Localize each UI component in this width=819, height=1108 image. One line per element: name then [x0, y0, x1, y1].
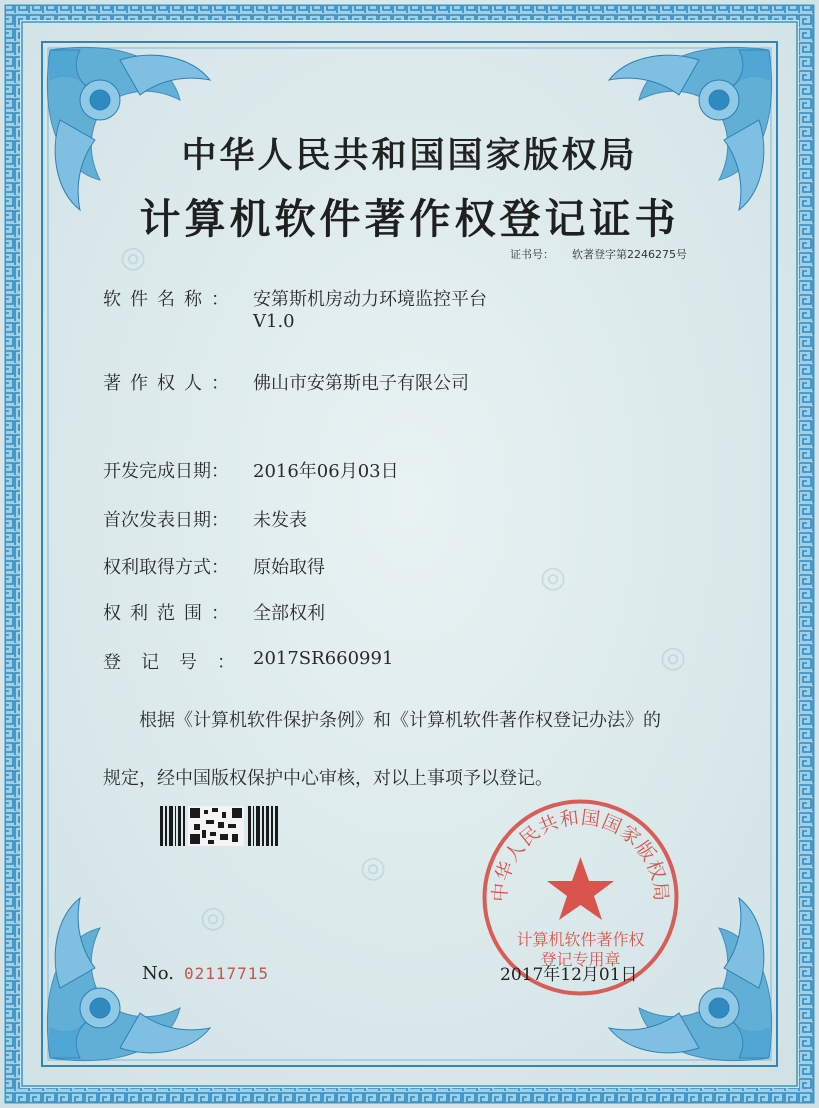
scope-value: 全部权利 [253, 603, 325, 624]
watermark-emblem: ◎ [200, 900, 227, 935]
serial-label: No. [142, 963, 174, 984]
field-reg-number [103, 648, 394, 674]
serial-value: 02117715 [184, 964, 270, 983]
issuing-authority: 中华人民共和国国家版权局 [181, 136, 638, 176]
reg-number-label: 登记号： [103, 652, 255, 673]
acquire-value: 原始取得 [253, 557, 325, 578]
field-pub-date [103, 506, 307, 532]
software-name-line1: 安第斯机房动力环境监控平台 [253, 289, 487, 310]
scope-label: 权利范围： [103, 603, 238, 624]
issue-date: 2017年12月01日 [500, 965, 638, 985]
software-name-value [253, 285, 487, 332]
statement-line2: 规定，经中国版权保护中心审核，对以上事项予以登记。 [103, 768, 553, 789]
field-software-name [103, 285, 487, 332]
seal-inner-line1: 计算机软件著作权 [516, 930, 645, 949]
certificate-number [510, 246, 687, 262]
certificate-title: 计算机软件著作权登记证书 [139, 195, 680, 243]
certificate-number-label: 证书号： [510, 248, 554, 261]
reg-number-value: 2017SR660991 [253, 648, 394, 669]
watermark-emblem: ◎ [360, 850, 387, 885]
2d-code-graphic [188, 806, 244, 846]
seal-arc-text: 中华人民共和国国家版权局 [488, 806, 673, 903]
watermark-emblem: ◎ [120, 240, 147, 275]
owner-value: 佛山市安第斯电子有限公司 [253, 373, 469, 394]
field-scope [103, 599, 325, 625]
watermark-emblem: ◎ [660, 640, 687, 675]
field-owner [103, 369, 469, 395]
dev-date-value: 2016年06月03日 [253, 461, 399, 482]
serial-number [142, 963, 269, 984]
statement-paragraph [103, 692, 743, 808]
seal-inner-line2: 登记专用章 [540, 950, 621, 969]
statement-line1: 根据《计算机软件保护条例》和《计算机软件著作权登记办法》的 [139, 710, 661, 731]
owner-label: 著作权人： [103, 373, 238, 394]
acquire-label: 权利取得方式： [103, 557, 229, 578]
software-name-line2: V1.0 [253, 311, 295, 332]
field-acquire [103, 553, 325, 579]
watermark-emblem: ◎ [540, 560, 567, 595]
dev-date-label: 开发完成日期： [103, 461, 229, 482]
software-name-label: 软件名称： [103, 289, 238, 310]
pub-date-label: 首次发表日期： [103, 510, 229, 531]
certificate-number-value: 软著登字第2246275号 [572, 248, 687, 261]
field-dev-date [103, 457, 399, 483]
pub-date-value: 未发表 [253, 510, 307, 531]
